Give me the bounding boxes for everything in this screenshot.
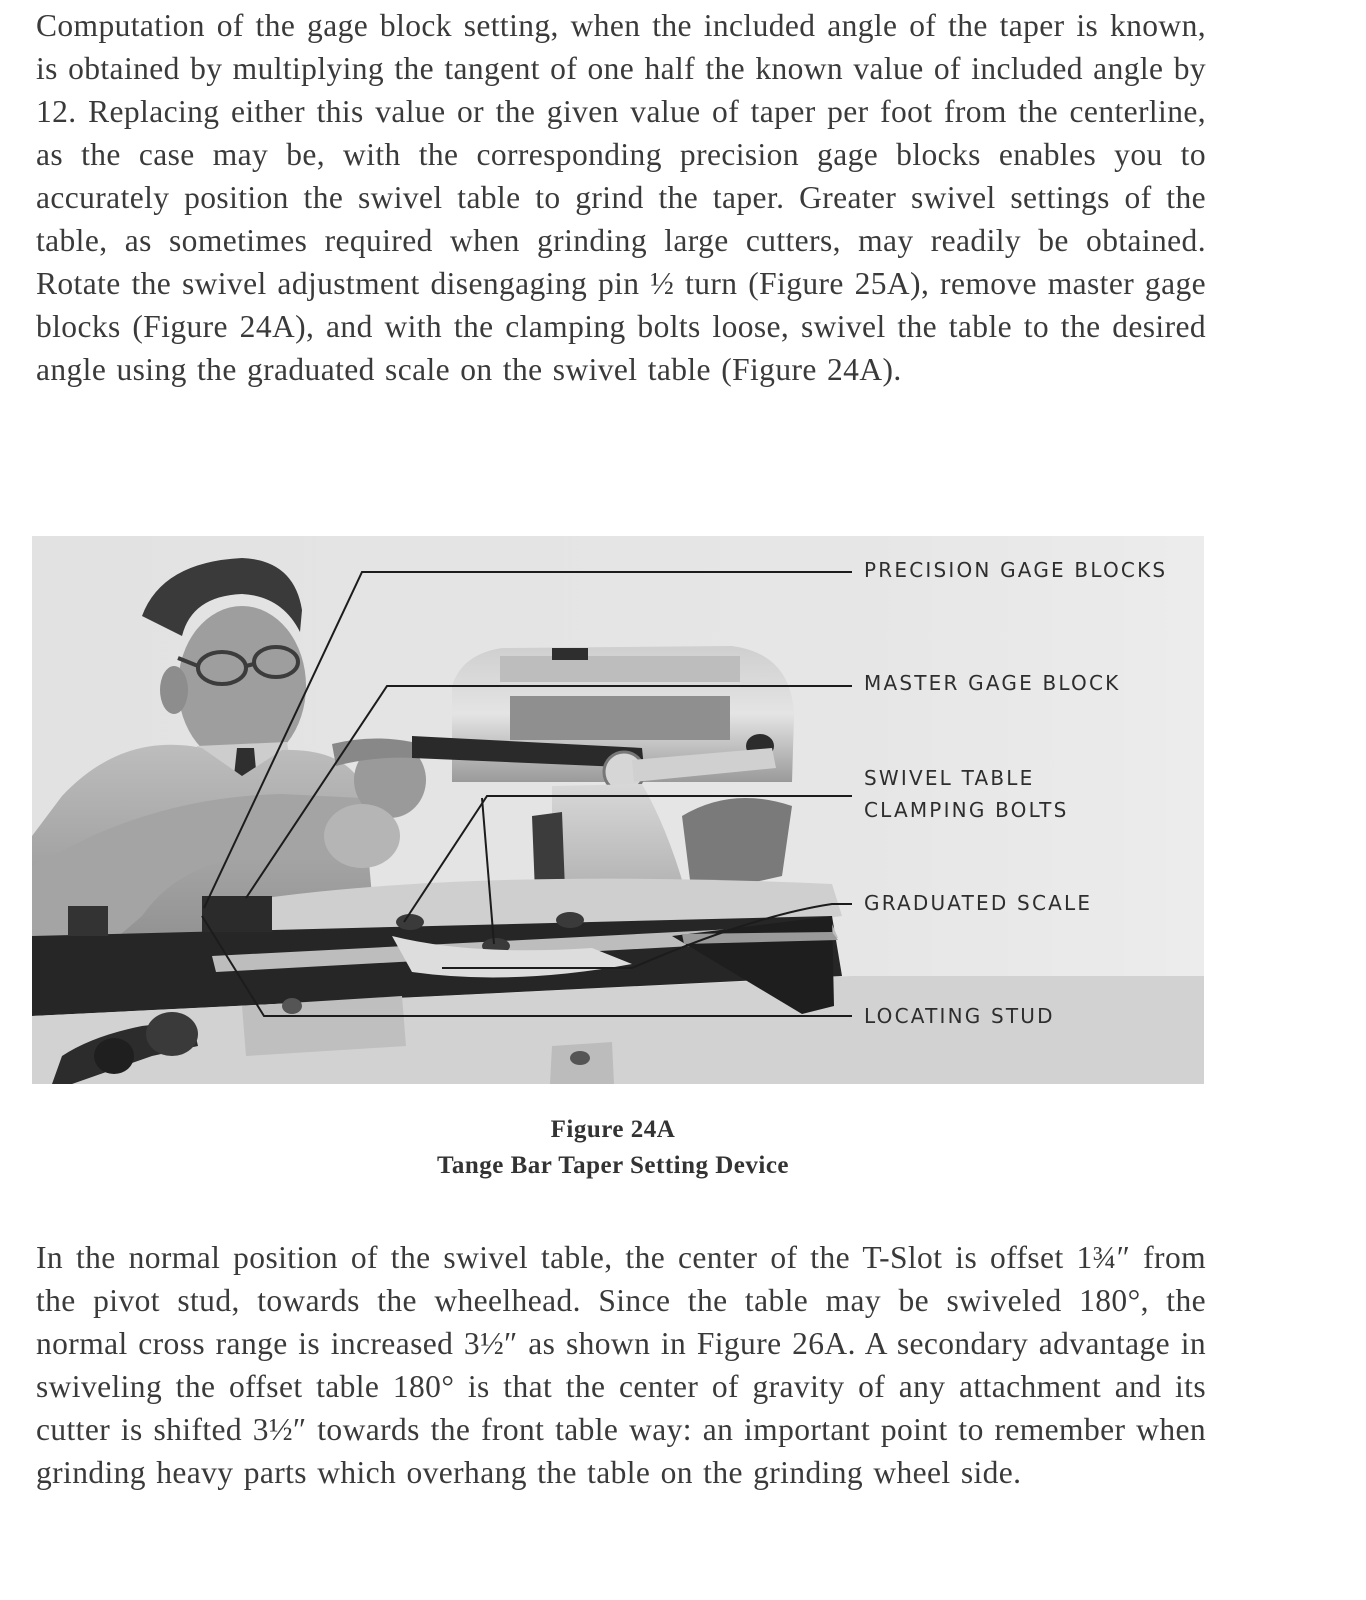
label-master-gage-block: MASTER GAGE BLOCK [864, 671, 1121, 695]
label-graduated-scale: GRADUATED SCALE [864, 891, 1093, 915]
label-clamping-bolts: CLAMPING BOLTS [864, 798, 1069, 822]
label-swivel-table: SWIVEL TABLE [864, 766, 1035, 790]
figure-caption-title: Tange Bar Taper Setting Device [436, 1152, 790, 1179]
figure-photo [32, 536, 1204, 1084]
label-locating-stud: LOCATING STUD [864, 1004, 1055, 1028]
figure-caption-number: Figure 24A [550, 1116, 676, 1143]
body-paragraph-bottom: In the normal position of the swivel table, the center of the T-Slot is offset 1¾″ from the pivot stud, towards the wheelhead. Since the table may be swiveled 180°, the normal cross range is increased 3½″ as shown in Figure 26A. A secondary advantage in swiveling the offset table 180° is that the center of gravity of any attachment and its cutter is shifted 3½″ towards the front table way: an important point to remember when grinding heavy parts which overhang the table on the grinding wheel side. [36, 1240, 1206, 1490]
body-paragraph-top: Computation of the gage block setting, when the included angle of the taper is known, is obtained by multiplying the tangent of one half the known value of included angle by 12. Replacing either this value or the given value of taper per foot from the centerline, as the case may be, with the corresponding precision gage blocks enables you to accurately position the swivel table to grind the taper. Greater swivel settings of the table, as sometimes required when grinding large cutters, may readily be obtained. Rotate the swivel adjustment disengaging pin ½ turn (Figure 25A), remove master gage blocks (Figure 24A), and with the clamping bolts loose, swivel the table to the desired angle using the graduated scale on the swivel table (Figure 24A). [36, 8, 1206, 387]
label-precision-gage-blocks: PRECISION GAGE BLOCKS [864, 558, 1168, 582]
